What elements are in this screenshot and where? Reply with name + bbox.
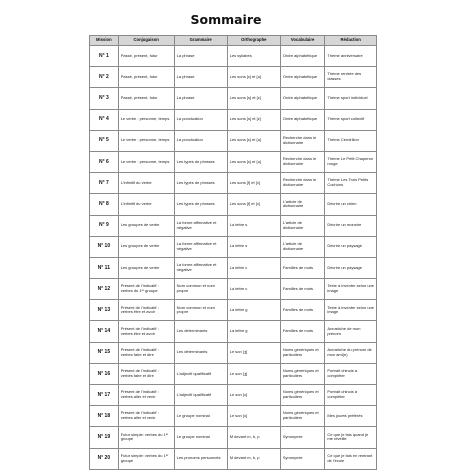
table-row <box>90 300 377 321</box>
cell-redaction: Décrire un chien <box>325 194 377 215</box>
cell-orthographe: La lettre c <box>227 279 280 300</box>
table-row <box>90 88 377 109</box>
cell-redaction: Portrait chinois à compléter <box>325 363 377 384</box>
cell-grammaire: Nom commun et nom propre <box>174 279 227 300</box>
cell-mission: N° 6 <box>90 151 119 172</box>
table-row <box>90 321 377 342</box>
cell-orthographe: La lettre c <box>227 257 280 278</box>
cell-mission: N° 19 <box>90 427 119 448</box>
cell-grammaire: La phrase <box>174 67 227 88</box>
cell-mission: N° 14 <box>90 321 119 342</box>
cell-redaction: Thème sport individuel <box>325 88 377 109</box>
cell-mission: N° 13 <box>90 300 119 321</box>
table-row <box>90 215 377 236</box>
cell-orthographe: Le son [ʒ] <box>227 342 280 363</box>
cell-conjugaison: Présent de l’indicatif : verbes faire et dire <box>118 342 174 363</box>
table-row <box>90 236 377 257</box>
cell-mission: N° 16 <box>90 363 119 384</box>
summary-table <box>89 35 377 470</box>
cell-orthographe: La lettre s <box>227 215 280 236</box>
cell-grammaire: La forme affirmative et négative <box>174 236 227 257</box>
cell-grammaire: Les types de phrases <box>174 173 227 194</box>
cell-grammaire: Les déterminants <box>174 321 227 342</box>
cell-redaction: Décrire un monstre <box>325 215 377 236</box>
cell-grammaire: L’adjectif qualificatif <box>174 363 227 384</box>
cell-grammaire: La forme affirmative et négative <box>174 215 227 236</box>
column-header-mission: Mission <box>90 36 119 46</box>
table-row <box>90 385 377 406</box>
cell-orthographe: Les syllabes <box>227 46 280 67</box>
cell-orthographe: Les sons [ɛ] et [ə] <box>227 130 280 151</box>
column-header-grammaire: Grammaire <box>174 36 227 46</box>
cell-vocabulaire: L’article de dictionnaire <box>280 215 324 236</box>
cell-vocabulaire: Noms génériques et particuliers <box>280 363 324 384</box>
cell-redaction: Thème Cendrillon <box>325 130 377 151</box>
cell-conjugaison: Le verbe : personne, temps <box>118 151 174 172</box>
cell-grammaire: Les déterminants <box>174 342 227 363</box>
cell-conjugaison: Présent de l’indicatif : verbes du 1ᵉʳ groupe <box>118 279 174 300</box>
column-header-vocabulaire: Vocabulaire <box>280 36 324 46</box>
cell-grammaire: Le groupe nominal <box>174 427 227 448</box>
cell-grammaire: La phrase <box>174 88 227 109</box>
cell-vocabulaire: Familles de mots <box>280 279 324 300</box>
cell-redaction: Acrostiche du prénom de mon ami(e) <box>325 342 377 363</box>
cell-conjugaison: Le verbe : personne, temps <box>118 130 174 151</box>
cell-vocabulaire: Ordre alphabétique <box>280 67 324 88</box>
cell-conjugaison: Passé, présent, futur <box>118 46 174 67</box>
cell-conjugaison: Présent de l’indicatif : verbes aller et venir <box>118 406 174 427</box>
cell-vocabulaire: Noms génériques et particuliers <box>280 406 324 427</box>
cell-redaction: Ce que je fais quand je me réveille <box>325 427 377 448</box>
cell-vocabulaire: Familles de mots <box>280 257 324 278</box>
cell-redaction: Décrire un paysage <box>325 236 377 257</box>
page-title: Sommaire <box>190 12 262 27</box>
cell-orthographe: Les sons [s] et [z] <box>227 88 280 109</box>
cell-redaction: Thème Le Petit Chaperon rouge <box>325 151 377 172</box>
cell-conjugaison: Le verbe : personne, temps <box>118 109 174 130</box>
column-header-redaction: Rédaction <box>325 36 377 46</box>
cell-grammaire: Nom commun et nom propre <box>174 300 227 321</box>
cell-mission: N° 7 <box>90 173 119 194</box>
cell-conjugaison: Futur simple: verbes du 1ᵉʳ groupe <box>118 448 174 469</box>
cell-orthographe: M devant m, b, p <box>227 427 280 448</box>
cell-conjugaison: Présent de l’indicatif : verbes faire et dire <box>118 363 174 384</box>
cell-mission: N° 5 <box>90 130 119 151</box>
cell-vocabulaire: Synonymie <box>280 448 324 469</box>
cell-orthographe: Les sons [ɛ] et [ə] <box>227 67 280 88</box>
cell-redaction: Thème sport collectif <box>325 109 377 130</box>
cell-conjugaison: Les groupes de verbe <box>118 236 174 257</box>
cell-vocabulaire: Ordre alphabétique <box>280 88 324 109</box>
header-row <box>90 36 377 46</box>
cell-mission: N° 17 <box>90 385 119 406</box>
column-header-orthographe: Orthographe <box>227 36 280 46</box>
cell-grammaire: Les types de phrases <box>174 194 227 215</box>
cell-conjugaison: Futur simple: verbes du 1ᵉʳ groupe <box>118 427 174 448</box>
cell-grammaire: La phrase <box>174 46 227 67</box>
cell-orthographe: M devant m, b, p <box>227 448 280 469</box>
cell-orthographe: Les sons [f] et [v] <box>227 173 280 194</box>
cell-mission: N° 10 <box>90 236 119 257</box>
cell-orthographe: Les sons [ɛ] et [ə] <box>227 151 280 172</box>
cell-redaction: Acrostiche de mon prénom <box>325 321 377 342</box>
cell-mission: N° 1 <box>90 46 119 67</box>
table-body <box>90 46 377 470</box>
cell-vocabulaire: Ordre alphabétique <box>280 109 324 130</box>
table-row <box>90 130 377 151</box>
cell-orthographe: La lettre s <box>227 236 280 257</box>
cell-vocabulaire: Recherche dans le dictionnaire <box>280 151 324 172</box>
cell-redaction: Portrait chinois à compléter <box>325 385 377 406</box>
column-header-conjugaison: Conjugaison <box>118 36 174 46</box>
cell-vocabulaire: Ordre alphabétique <box>280 46 324 67</box>
cell-conjugaison: Passé, présent, futur <box>118 88 174 109</box>
cell-orthographe: Le son [ɔ] <box>227 406 280 427</box>
cell-redaction: Texte à inventer selon une image <box>325 300 377 321</box>
cell-mission: N° 15 <box>90 342 119 363</box>
table-row <box>90 257 377 278</box>
cell-mission: N° 8 <box>90 194 119 215</box>
cell-grammaire: La ponctuation <box>174 109 227 130</box>
cell-conjugaison: Présent de l’indicatif : verbes être et avoir <box>118 321 174 342</box>
table-row <box>90 279 377 300</box>
cell-mission: N° 20 <box>90 448 119 469</box>
cell-mission: N° 18 <box>90 406 119 427</box>
cell-mission: N° 11 <box>90 257 119 278</box>
cell-orthographe: La lettre g <box>227 300 280 321</box>
cell-grammaire: L’adjectif qualificatif <box>174 385 227 406</box>
cell-grammaire: Les types de phrases <box>174 151 227 172</box>
cell-redaction: Mes jouets préférés <box>325 406 377 427</box>
cell-grammaire: La forme affirmative et négative <box>174 257 227 278</box>
cell-conjugaison: Passé, présent, futur <box>118 67 174 88</box>
cell-vocabulaire: Familles de mots <box>280 321 324 342</box>
cell-grammaire: Le groupe nominal <box>174 406 227 427</box>
cell-redaction: Thème anniversaire <box>325 46 377 67</box>
cell-conjugaison: Présent de l’indicatif : verbes être et avoir <box>118 300 174 321</box>
table-row <box>90 427 377 448</box>
cell-conjugaison: Les groupes de verbe <box>118 257 174 278</box>
cell-grammaire: La ponctuation <box>174 130 227 151</box>
table-row <box>90 194 377 215</box>
cell-redaction: Décrire un paysage <box>325 257 377 278</box>
table-row <box>90 448 377 469</box>
cell-vocabulaire: Noms génériques et particuliers <box>280 385 324 406</box>
cell-grammaire: Les pronoms personnels <box>174 448 227 469</box>
table-row <box>90 406 377 427</box>
table-row <box>90 363 377 384</box>
cell-redaction: Ce que je fais en rentrant de l’école <box>325 448 377 469</box>
cell-vocabulaire: Noms génériques et particuliers <box>280 342 324 363</box>
cell-orthographe: Le son [ʒ] <box>227 363 280 384</box>
cell-vocabulaire: Synonymie <box>280 427 324 448</box>
cell-conjugaison: L’infinitif du verbe <box>118 173 174 194</box>
cell-vocabulaire: Recherche dans le dictionnaire <box>280 173 324 194</box>
cell-mission: N° 2 <box>90 67 119 88</box>
table-row <box>90 46 377 67</box>
cell-orthographe: La lettre g <box>227 321 280 342</box>
cell-redaction: Thème Les Trois Petits Cochons <box>325 173 377 194</box>
cell-vocabulaire: Recherche dans le dictionnaire <box>280 130 324 151</box>
cell-conjugaison: Les groupes de verbe <box>118 215 174 236</box>
cell-mission: N° 3 <box>90 88 119 109</box>
cell-redaction: Thème rentrée des classes <box>325 67 377 88</box>
cell-orthographe: Le son [ɔ] <box>227 385 280 406</box>
cell-orthographe: Les sons [s] et [z] <box>227 109 280 130</box>
cell-conjugaison: L’infinitif du verbe <box>118 194 174 215</box>
cell-vocabulaire: Familles de mots <box>280 300 324 321</box>
table-row <box>90 173 377 194</box>
cell-vocabulaire: L’article de dictionnaire <box>280 236 324 257</box>
cell-mission: N° 12 <box>90 279 119 300</box>
table-row <box>90 109 377 130</box>
cell-mission: N° 9 <box>90 215 119 236</box>
table-row <box>90 151 377 172</box>
table-row <box>90 342 377 363</box>
table-row <box>90 67 377 88</box>
cell-mission: N° 4 <box>90 109 119 130</box>
cell-vocabulaire: L’article de dictionnaire <box>280 194 324 215</box>
cell-conjugaison: Présent de l’indicatif : verbes aller et venir <box>118 385 174 406</box>
cell-orthographe: Les sons [f] et [v] <box>227 194 280 215</box>
cell-redaction: Texte à inventer selon une image <box>325 279 377 300</box>
